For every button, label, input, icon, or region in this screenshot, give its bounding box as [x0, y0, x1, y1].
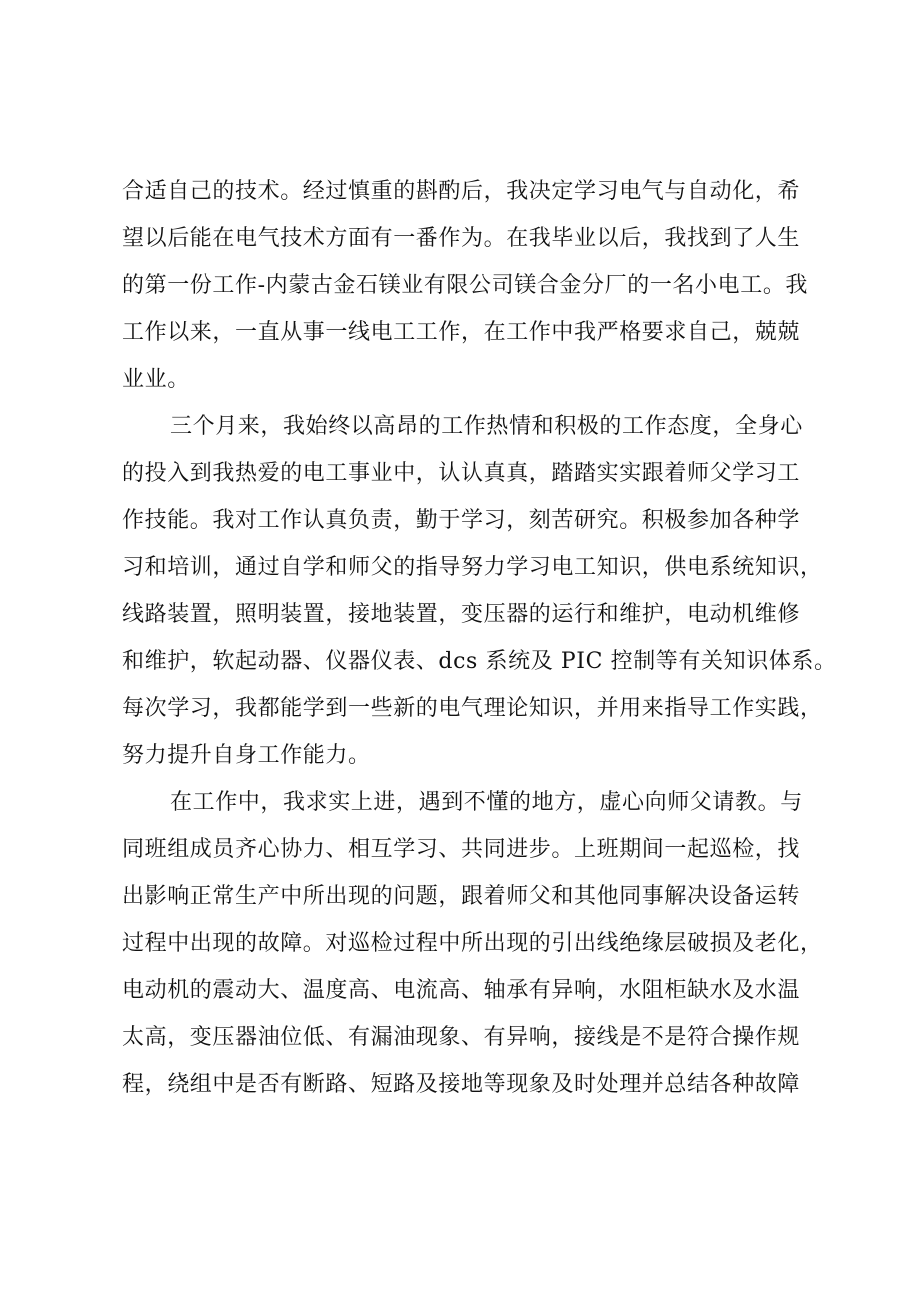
text-line: 同班组成员齐心协力、相互学习、共同进步。上班期间一起巡检，找	[122, 837, 801, 862]
text-line: 的投入到我热爱的电工事业中，认认真真，踏踏实实跟着师父学习工	[122, 461, 801, 486]
text-line: 的第一份工作-内蒙古金石镁业有限公司镁合金分厂的一名小电工。我	[122, 273, 809, 298]
text-line: 在工作中，我求实上进，遇到不懂的地方，虚心向师父请教。与	[170, 790, 803, 815]
text-line: 和维护，软起动器、仪器仪表、dcs 系统及 PIC 控制等有关知识体系。	[122, 649, 837, 674]
text-line: 电动机的震动大、温度高、电流高、轴承有异响，水阻柜缺水及水温	[122, 978, 801, 1003]
text-line: 每次学习，我都能学到一些新的电气理论知识，并用来指导工作实践，	[122, 696, 823, 721]
text-line: 线路装置，照明装置，接地装置，变压器的运行和维护，电动机维修	[122, 602, 801, 627]
text-line: 出影响正常生产中所出现的问题，跟着师父和其他同事解决设备运转	[122, 884, 801, 909]
text-line: 过程中出现的故障。对巡检过程中所出现的引出线绝缘层破损及老化，	[122, 931, 823, 956]
text-line: 习和培训，通过自学和师父的指导努力学习电工知识，供电系统知识，	[122, 555, 823, 580]
text-line: 三个月来，我始终以高昂的工作热情和积极的工作态度，全身心	[170, 414, 803, 439]
text-line: 望以后能在电气技术方面有一番作为。在我毕业以后，我找到了人生	[122, 226, 801, 251]
text-line: 作技能。我对工作认真负责，勤于学习，刻苦研究。积极参加各种学	[122, 508, 801, 533]
text-line: 合适自己的技术。经过慎重的斟酌后，我决定学习电气与自动化，希	[122, 179, 801, 204]
body-text	[122, 168, 837, 1108]
text-line: 程，绕组中是否有断路、短路及接地等现象及时处理并总结各种故障	[122, 1072, 801, 1097]
text-line: 业业。	[122, 367, 190, 392]
text-line: 工作以来，一直从事一线电工工作，在工作中我严格要求自己，兢兢	[122, 320, 801, 345]
text-line: 太高，变压器油位低、有漏油现象、有异响，接线是不是符合操作规	[122, 1025, 801, 1050]
text-line: 努力提升自身工作能力。	[122, 743, 371, 768]
